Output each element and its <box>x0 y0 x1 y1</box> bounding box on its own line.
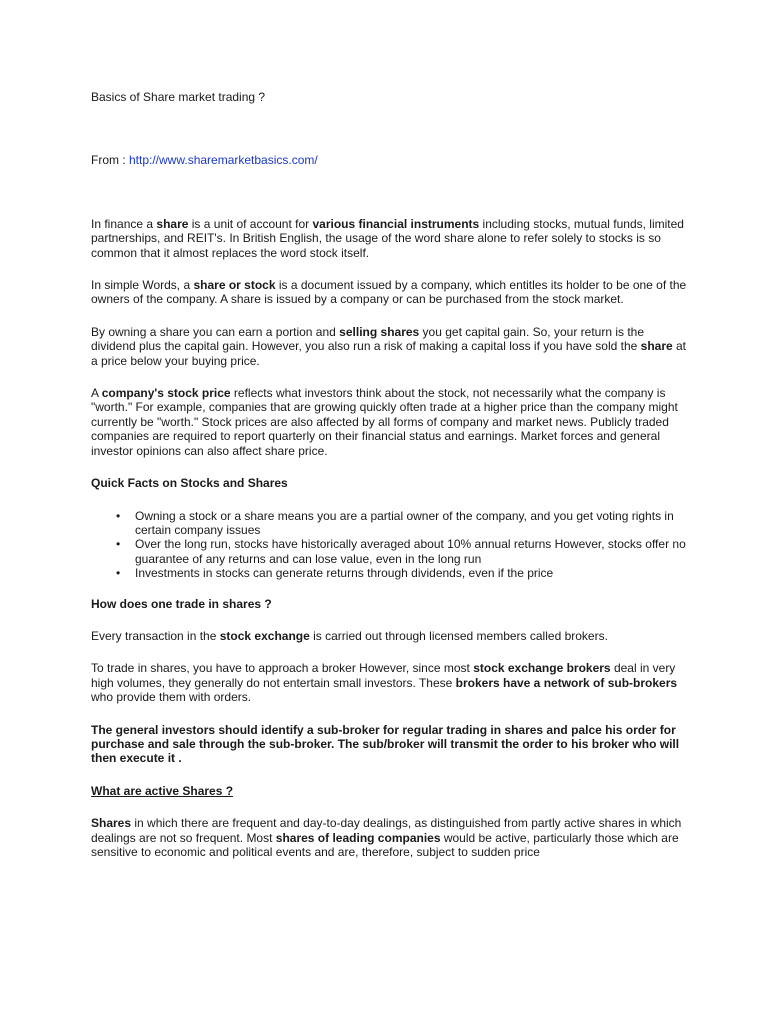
source-label: From : <box>91 153 129 168</box>
bold-term: stock exchange <box>219 628 310 643</box>
bullet-icon: • <box>116 508 121 523</box>
paragraph-owning-share <box>91 325 691 368</box>
paragraph-brokers <box>91 661 691 704</box>
bullet-icon: • <box>116 566 121 581</box>
text: Every transaction in the <box>91 628 220 643</box>
text: at a price below your buying price. <box>91 339 687 368</box>
text: To trade in shares, you have to approach a broker However, since most <box>91 661 474 676</box>
active-shares-heading: What are active Shares ? <box>91 783 234 798</box>
list-item-continuation: guarantee of any returns and can lose value, even in the long run <box>135 551 482 566</box>
list-item-text: Over the long run, stocks have historically averaged about 10% annual returns However, stocks offer no <box>135 537 686 552</box>
bold-term: share or stock <box>193 278 276 293</box>
list-item <box>91 509 691 538</box>
list-item-text: Owning a stock or a share means you are a partial owner of the company, and you get voting rights in certain company issues <box>135 508 674 537</box>
text: you get capital gain. So, your return is the dividend plus the capital gain. However, you also run a risk of making a capital loss if you have sold the <box>91 324 645 354</box>
paragraph-share-definition <box>91 217 691 260</box>
text: including stocks, mutual funds, limited partnerships, and REIT's. In British English, the usage of the word share alone to refer solely to stocks is so common that it almost replaces the word stock itself. <box>91 216 684 260</box>
paragraph-transaction <box>91 629 691 643</box>
document-page <box>91 90 691 877</box>
text: reflects what investors think about the stock, not necessarily what the company is "worth." For example, companies that are growing quickly often trade at a higher price than the company might currently be "worth." Stock prices are also affected by all forms of company and market news. Publicly traded companies are required to report quarterly on their financial status and earnings. Market forces and general investor opinions can also affect share price. <box>91 386 678 458</box>
text: In simple Words, a <box>91 278 194 293</box>
paragraph-simple-words <box>91 278 691 307</box>
bold-term: various financial instruments <box>312 216 480 231</box>
bold-term: company's stock price <box>101 386 231 401</box>
text: would be active, particularly those which are sensitive to economic and political events and are, therefore, subject to sudden price <box>91 830 679 859</box>
text: is a document issued by a company, which entitles its holder to be one of the owners of the company. A share is issued by a company or can be purchased from the stock market. <box>91 278 687 307</box>
text: In finance a <box>91 216 157 231</box>
text: deal in very high volumes, they generally do not entertain small investors. These <box>91 661 676 690</box>
text: By owning a share you can earn a portion and <box>91 324 340 339</box>
list-item <box>91 537 691 566</box>
bold-term: shares of leading companies <box>275 830 441 845</box>
bold-term: brokers have a network of sub-brokers <box>455 675 678 690</box>
text: is carried out through licensed members called brokers. <box>309 628 608 643</box>
text: in which there are frequent and day-to-day dealings, as distinguished from partly active shares in which dealings are not so frequent. Most <box>91 816 682 845</box>
bold-term: share <box>156 216 189 231</box>
text: is a unit of account for <box>188 216 313 231</box>
source-link[interactable]: http://www.sharemarketbasics.com/ <box>129 153 318 168</box>
paragraph-active-shares <box>91 816 691 859</box>
document-title: Basics of Share market trading ? <box>91 90 266 104</box>
text: who provide them with orders. <box>91 690 252 705</box>
quick-facts-heading: Quick Facts on Stocks and Shares <box>91 476 288 491</box>
trade-heading: How does one trade in shares ? <box>91 596 272 611</box>
bold-term: selling shares <box>339 324 420 339</box>
list-item <box>91 566 691 580</box>
bold-term: Shares <box>91 816 132 831</box>
paragraph-sub-broker: The general investors should identify a sub-broker for regular trading in shares and palce his order for purchase and sale through the sub-broker. The sub/broker will transmit the order to his broker who will then execute it . <box>91 722 680 766</box>
bullet-icon: • <box>116 537 121 552</box>
source-line <box>91 153 691 167</box>
list-item-text: Investments in stocks can generate returns through dividends, even if the price <box>135 566 554 581</box>
bold-term: share <box>640 339 673 354</box>
text: A <box>91 386 102 401</box>
paragraph-stock-price <box>91 386 691 458</box>
quick-facts-list <box>91 509 691 581</box>
bold-term: stock exchange brokers <box>473 661 611 676</box>
